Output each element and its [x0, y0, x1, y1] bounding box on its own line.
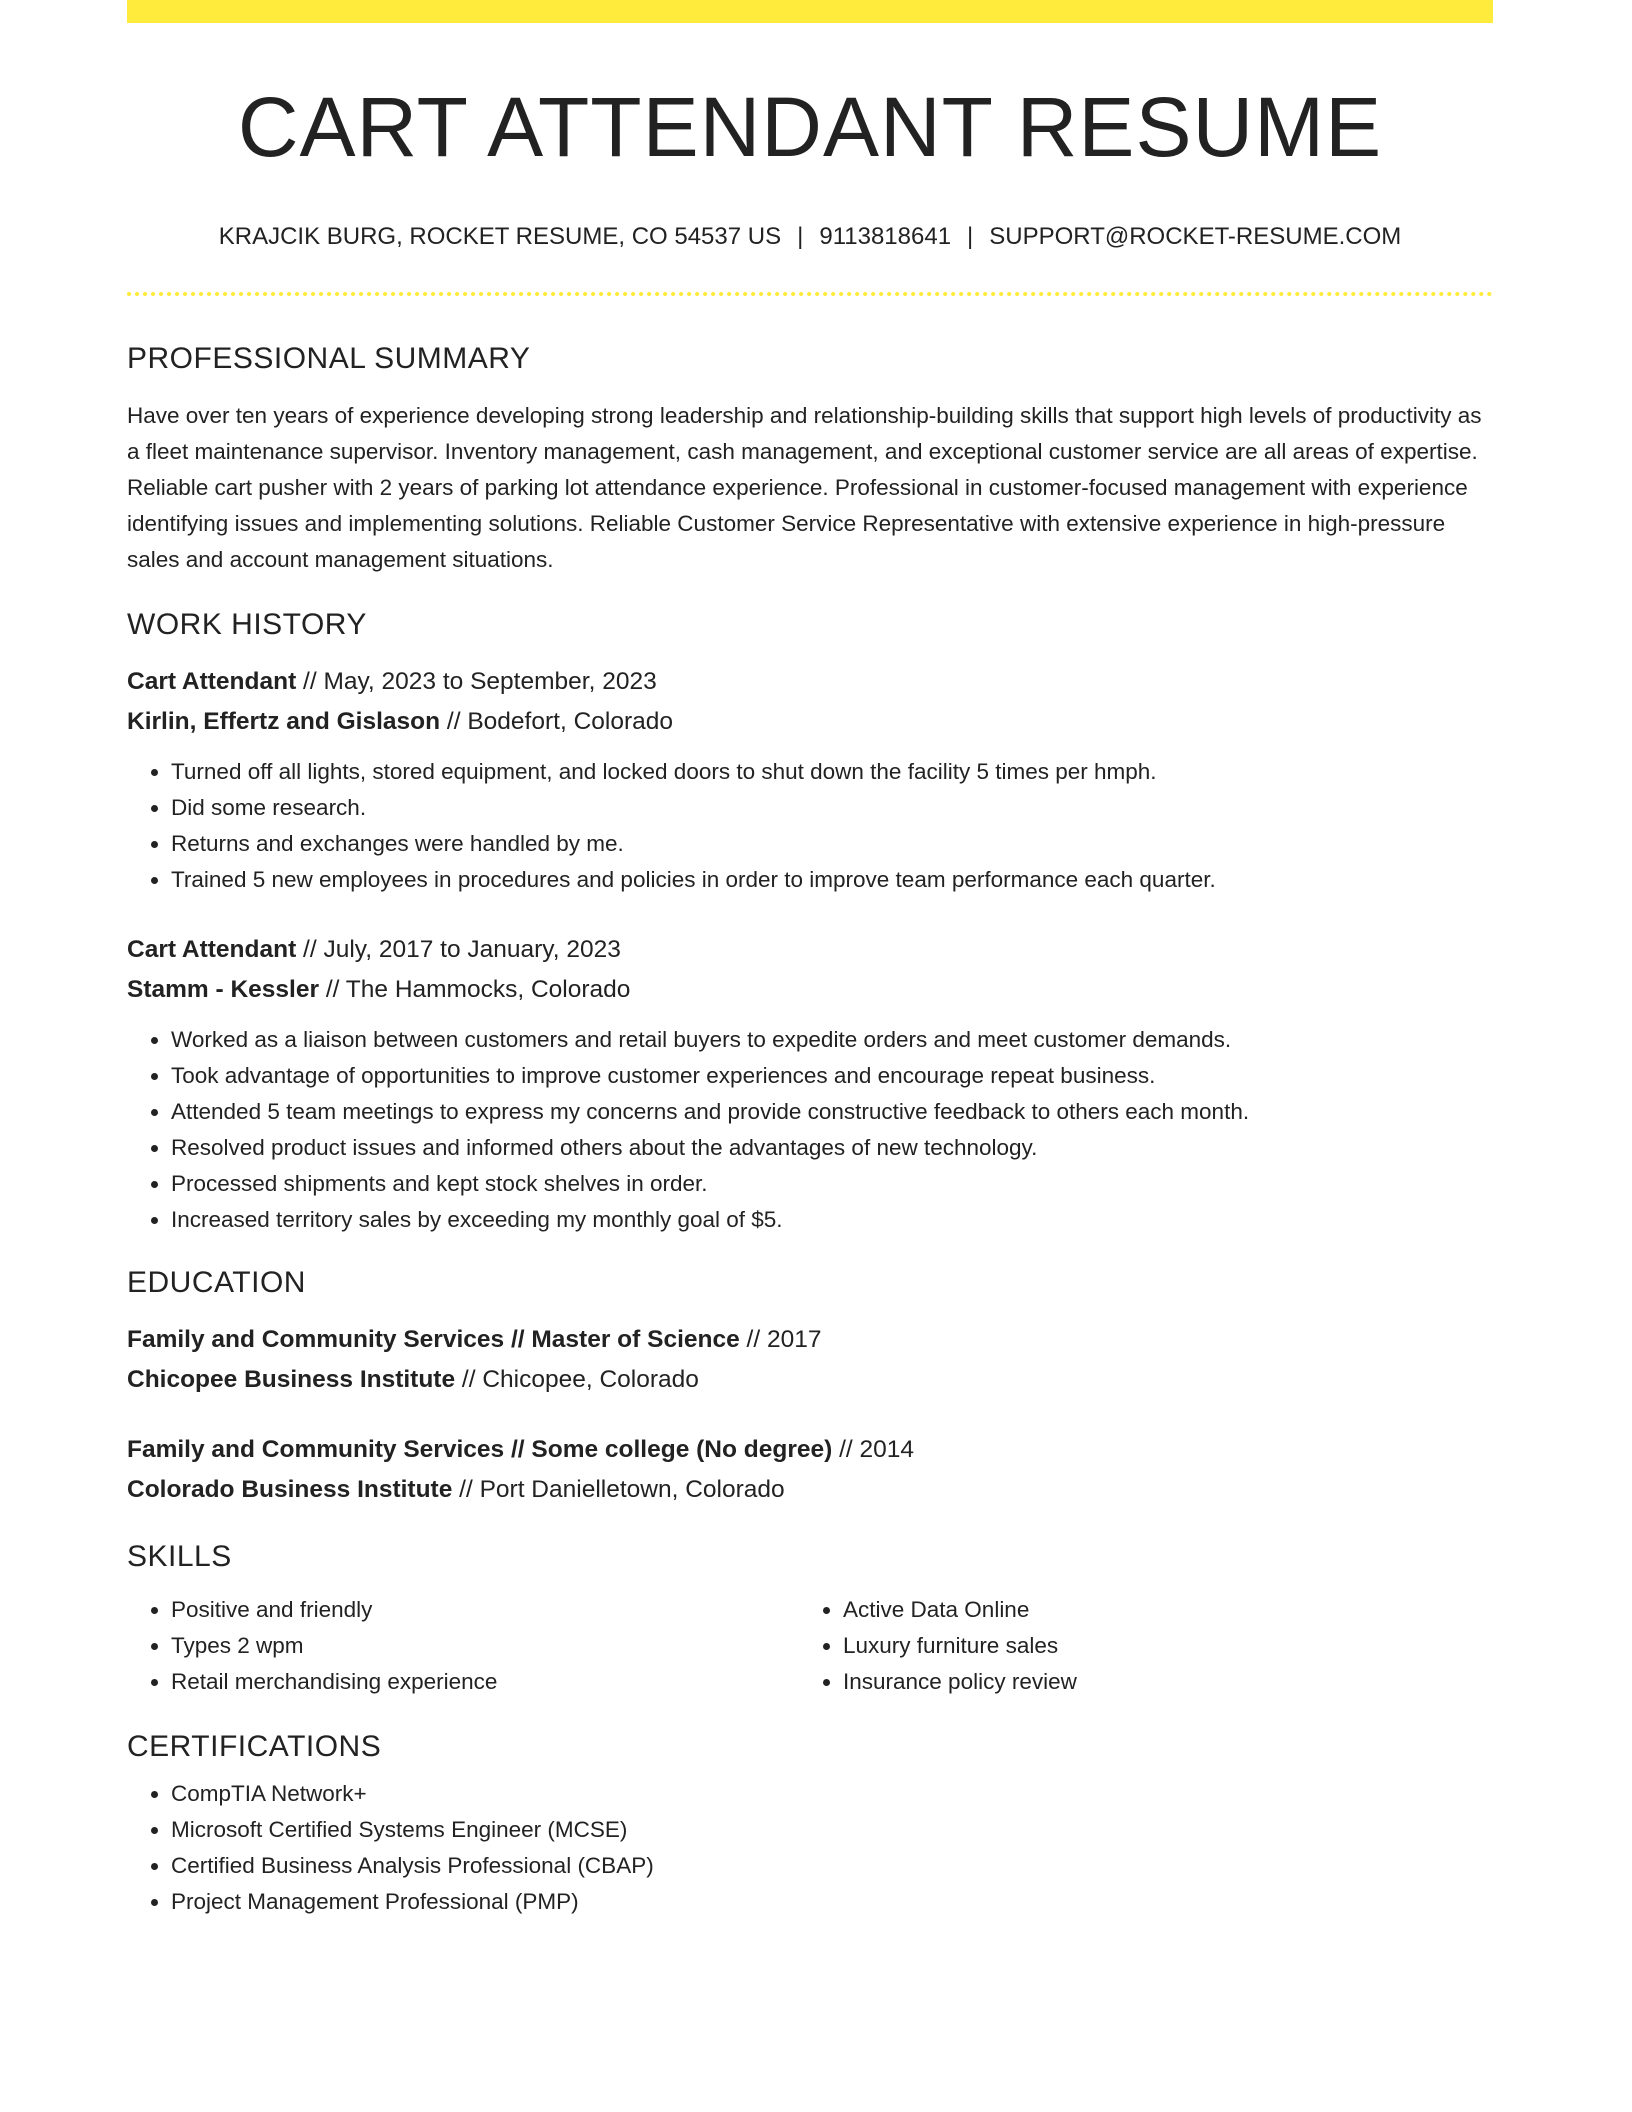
- list-item: • Turned off all lights, stored equipment, and locked doors to shut down the facility 5 times per hmph.: [171, 754, 1493, 790]
- list-item: • Resolved product issues and informed others about the advantages of new technology.: [171, 1130, 1493, 1166]
- job-title-line: [127, 930, 1493, 970]
- degree: Family and Community Services // Some college (No degree): [127, 1436, 833, 1464]
- list-item: • CompTIA Network+: [171, 1776, 1493, 1812]
- list-item: • Luxury furniture sales: [843, 1628, 1471, 1664]
- school-name: Chicopee Business Institute: [127, 1366, 456, 1394]
- list-item: • Project Management Professional (PMP): [171, 1884, 1493, 1920]
- school-name: Colorado Business Institute: [127, 1476, 453, 1504]
- degree: Family and Community Services // Master of Science: [127, 1326, 740, 1354]
- job-bullets: [127, 1022, 1493, 1238]
- degree-line: [127, 1430, 1493, 1470]
- certifications-heading: CERTIFICATIONS: [127, 1730, 382, 1764]
- summary-heading: PROFESSIONAL SUMMARY: [127, 342, 531, 376]
- contact-address: KRAJCIK BURG, ROCKET RESUME, CO 54537 US: [218, 223, 782, 251]
- list-item: • Did some research.: [171, 790, 1493, 826]
- degree-year: // 2014: [832, 1436, 914, 1464]
- contact-separator: |: [797, 223, 804, 251]
- list-item: • Worked as a liaison between customers and retail buyers to expedite orders and meet customer demands.: [171, 1022, 1493, 1058]
- job-dates: // May, 2023 to September, 2023: [296, 668, 657, 696]
- job-entry: [127, 662, 1493, 898]
- job-bullets: [127, 754, 1493, 898]
- list-item: • Positive and friendly: [171, 1592, 799, 1628]
- resume-title: CART ATTENDANT RESUME: [237, 80, 1383, 174]
- job-location: // Bodefort, Colorado: [440, 708, 673, 736]
- list-item: • Processed shipments and kept stock shelves in order.: [171, 1166, 1493, 1202]
- list-item: • Active Data Online: [843, 1592, 1471, 1628]
- job-title: Cart Attendant: [127, 936, 297, 964]
- summary-text: Have over ten years of experience developing strong leadership and relationship-building skills that support high levels of productivity as a fleet maintenance supervisor. Inventory management, cash management, and exceptional customer service are all areas of expertise. Reliable cart pusher with 2 years of parking lot attendance experience. Professional in customer-focused management with experience identifying issues and implementing solutions. Reliable Customer Service Representative with extensive experience in high-pressure sales and account management situations.: [127, 403, 1482, 573]
- degree-line: [127, 1320, 1493, 1360]
- school-line: [127, 1470, 1493, 1510]
- job-company: Kirlin, Effertz and Gislason: [127, 708, 441, 736]
- contact-separator: |: [967, 223, 974, 251]
- education-heading: EDUCATION: [127, 1266, 306, 1300]
- school-location: // Chicopee, Colorado: [455, 1366, 699, 1394]
- job-company-line: [127, 702, 1493, 742]
- contact-line: [127, 223, 1493, 252]
- skills-column-right: [799, 1592, 1471, 1700]
- education-entry: [127, 1430, 1493, 1510]
- job-company: Stamm - Kessler: [127, 976, 320, 1004]
- list-item: • Attended 5 team meetings to express my concerns and provide constructive feedback to others each month.: [171, 1094, 1493, 1130]
- list-item: • Took advantage of opportunities to improve customer experiences and encourage repeat business.: [171, 1058, 1493, 1094]
- skills-list: [799, 1592, 1471, 1700]
- list-item: • Microsoft Certified Systems Engineer (MCSE): [171, 1812, 1493, 1848]
- school-line: [127, 1360, 1493, 1400]
- list-item: • Types 2 wpm: [171, 1628, 799, 1664]
- job-dates: // July, 2017 to January, 2023: [296, 936, 621, 964]
- list-item: • Certified Business Analysis Professional (CBAP): [171, 1848, 1493, 1884]
- job-location: // The Hammocks, Colorado: [319, 976, 631, 1004]
- list-item: • Retail merchandising experience: [171, 1664, 799, 1700]
- school-location: // Port Danielletown, Colorado: [452, 1476, 785, 1504]
- resume-page: [127, 0, 1493, 1920]
- job-title-line: [127, 662, 1493, 702]
- contact-phone: 9113818641: [819, 223, 952, 251]
- list-item: • Returns and exchanges were handled by me.: [171, 826, 1493, 862]
- list-item: • Increased territory sales by exceeding my monthly goal of $5.: [171, 1202, 1493, 1238]
- accent-bar: [127, 0, 1493, 23]
- work-history-heading: WORK HISTORY: [127, 608, 367, 642]
- skills-list: [127, 1592, 799, 1700]
- list-item: • Trained 5 new employees in procedures and policies in order to improve team performance each quarter.: [171, 862, 1493, 898]
- skills-column-left: [127, 1592, 799, 1700]
- job-company-line: [127, 970, 1493, 1010]
- certifications-list: [127, 1776, 1493, 1920]
- degree-year: // 2017: [739, 1326, 822, 1354]
- education-entry: [127, 1320, 1493, 1400]
- skills-grid: [127, 1592, 1493, 1700]
- list-item: • Insurance policy review: [843, 1664, 1471, 1700]
- job-title: Cart Attendant: [127, 668, 297, 696]
- contact-email: SUPPORT@ROCKET-RESUME.COM: [989, 223, 1402, 251]
- job-entry: [127, 930, 1493, 1238]
- skills-heading: SKILLS: [127, 1540, 232, 1574]
- dotted-divider: [127, 292, 1493, 296]
